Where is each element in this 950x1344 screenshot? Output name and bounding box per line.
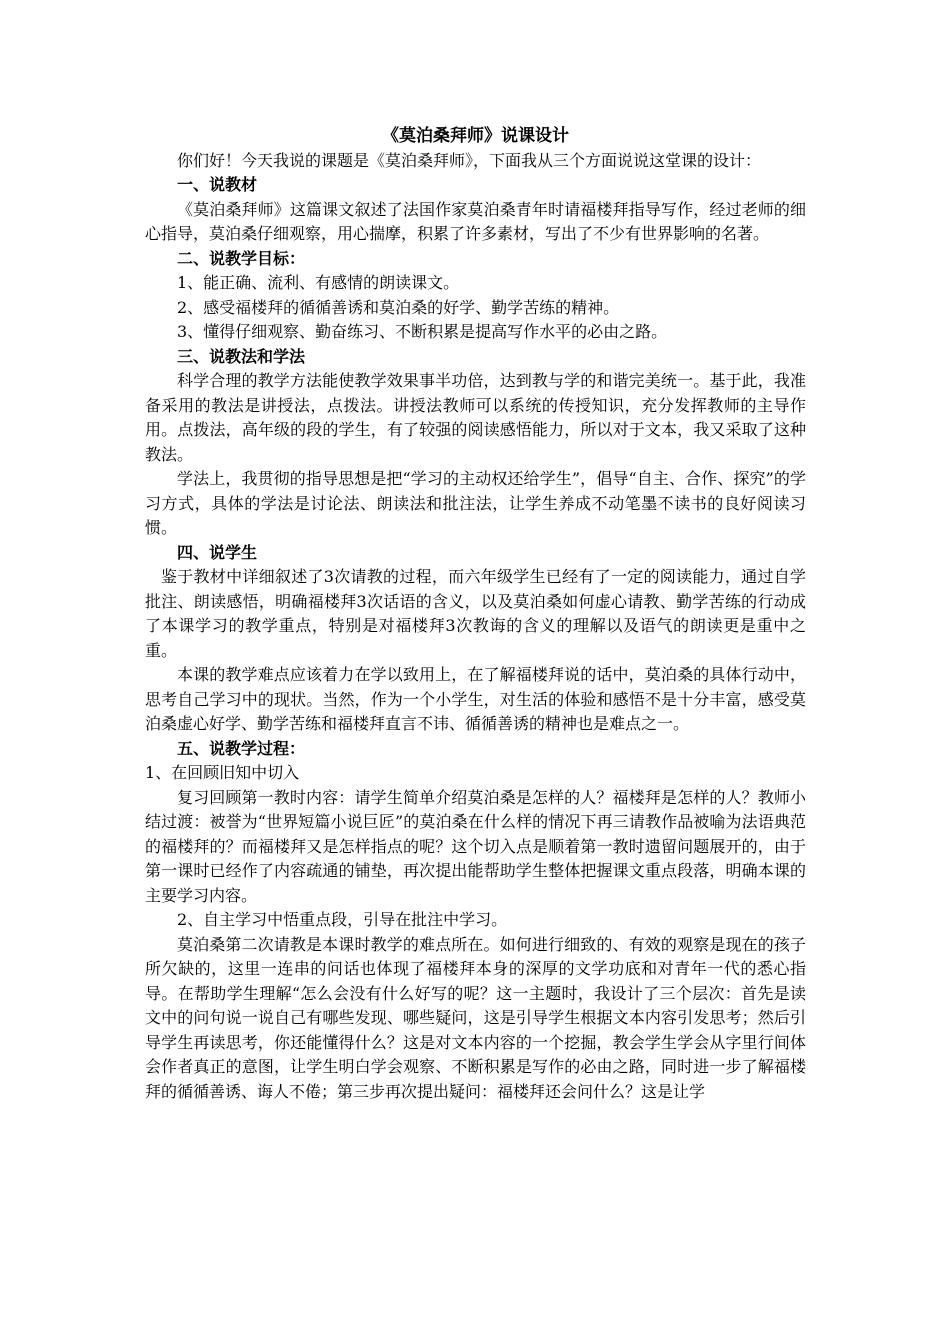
difficulty-paragraph: 本课的教学难点应该着力在学以致用上，在了解福楼拜说的话中，莫泊桑的具体行动中，思考自己学习中的现状。当然，作为一个小学生，对生活的体验和感悟不是十分丰富，感受莫泊桑虚心好学、勤学苦练和福楼拜直言不讳、循循善诱的精神也是难点之一。: [145, 665, 806, 733]
section-heading-teaching-goals: 二、说教学目标：: [177, 248, 306, 268]
learning-methods-paragraph: 学法上，我贯彻的指导思想是把“学习的主动权还给学生”，倡导“自主、合作、探究”的学习方式，具体的学法是讨论法、朗读法和批注法，让学生养成不动笔墨不读书的良好阅读习惯。: [145, 469, 806, 537]
methods-paragraph: 科学合理的教学方法能使教学效果事半功倍，达到教与学的和谐完美统一。基于此，我准备采用的教法是讲授法，点拨法。讲授法教师可以系统的传授知识，充分发挥教师的主导作用。点拨法，高年级的段的学生，有了较强的阅读感悟能力，所以对于文本，我又采取了这种教法。: [145, 371, 806, 464]
section-heading-teaching-material: 一、说教材: [177, 175, 258, 194]
teaching-material-paragraph: 《莫泊桑拜师》这篇课文叙述了法国作家莫泊桑青年时请福楼拜指导写作，经过老师的细心指导，莫泊桑仔细观察，用心揣摩，积累了许多素材，写出了不少有世界影响的名著。: [145, 199, 806, 243]
section-heading-process: 五、说教学过程：: [177, 738, 306, 758]
section-heading-students: 四、说学生: [177, 542, 258, 562]
goal-item: 2、感受福楼拜的循循善诱和莫泊桑的好学、勤学苦练的精神。: [177, 297, 620, 317]
process-step-paragraph: 复习回顾第一教时内容：请学生简单介绍莫泊桑是怎样的人？福楼拜是怎样的人？教师小结过渡：被誉为“世界短篇小说巨匠”的莫泊桑在什么样的情况下再三请教作品被喻为法语典范的福楼拜的？而福楼拜又是怎样指点的呢？这个切入点是顺着第一教时遗留问题展开的，由于第一课时已经作了内容疏通的铺垫，再次提出能帮助学生整体把握课文重点段落，明确本课的主要学习内容。: [145, 787, 806, 905]
students-paragraph: 鉴于教材中详细叙述了3次请教的过程，而六年级学生已经有了一定的阅读能力，通过自学批注、朗读感悟，明确福楼拜3次话语的含义，以及莫泊桑如何虚心请教、勤学苦练的行动成了本课学习的教学重点，特别是对福楼拜3次教诲的含义的理解以及语气的朗读更是重中之重。: [145, 567, 806, 660]
process-step-label: 2、自主学习中悟重点段，引导在批注中学习。: [177, 910, 508, 929]
section-heading-methods: 三、说教法和学法: [177, 346, 306, 366]
goal-item: 1、能正确、流利、有感情的朗读课文。: [177, 273, 460, 292]
document-page: [145, 124, 806, 1104]
process-step-paragraph: 莫泊桑第二次请教是本课时教学的难点所在。如何进行细致的、有效的观察是现在的孩子所欠缺的，这里一连串的问话也体现了福楼拜本身的深厚的文学功底和对青年一代的悉心指导。在帮助学生理解“怎么会没有什么好写的呢？这一主题时，我设计了三个层次：首先是读文中的问句说一说自己有哪些发现、哪些疑问，这是引导学生根据文本内容引发思考；然后引导学生再读思考，你还能懂得什么？这是对文本内容的一个挖掘，教会学生学会从字里行间体会作者真正的意图，让学生明白学会观察、不断积累是写作的必由之路，同时进一步了解福楼拜的循循善诱、诲人不倦；第三步再次提出疑问：福楼拜还会问什么？这是让学: [145, 934, 806, 1101]
goal-item: 3、懂得仔细观察、勤奋练习、不断积累是提高写作水平的必由之路。: [177, 322, 668, 341]
document-title: 《莫泊桑拜师》说课设计: [382, 126, 569, 146]
process-step-label: 1、在回顾旧知中切入: [145, 763, 300, 782]
intro-paragraph: 你们好！今天我说的课题是《莫泊桑拜师》，下面我从三个方面说说这堂课的设计：: [177, 150, 762, 170]
